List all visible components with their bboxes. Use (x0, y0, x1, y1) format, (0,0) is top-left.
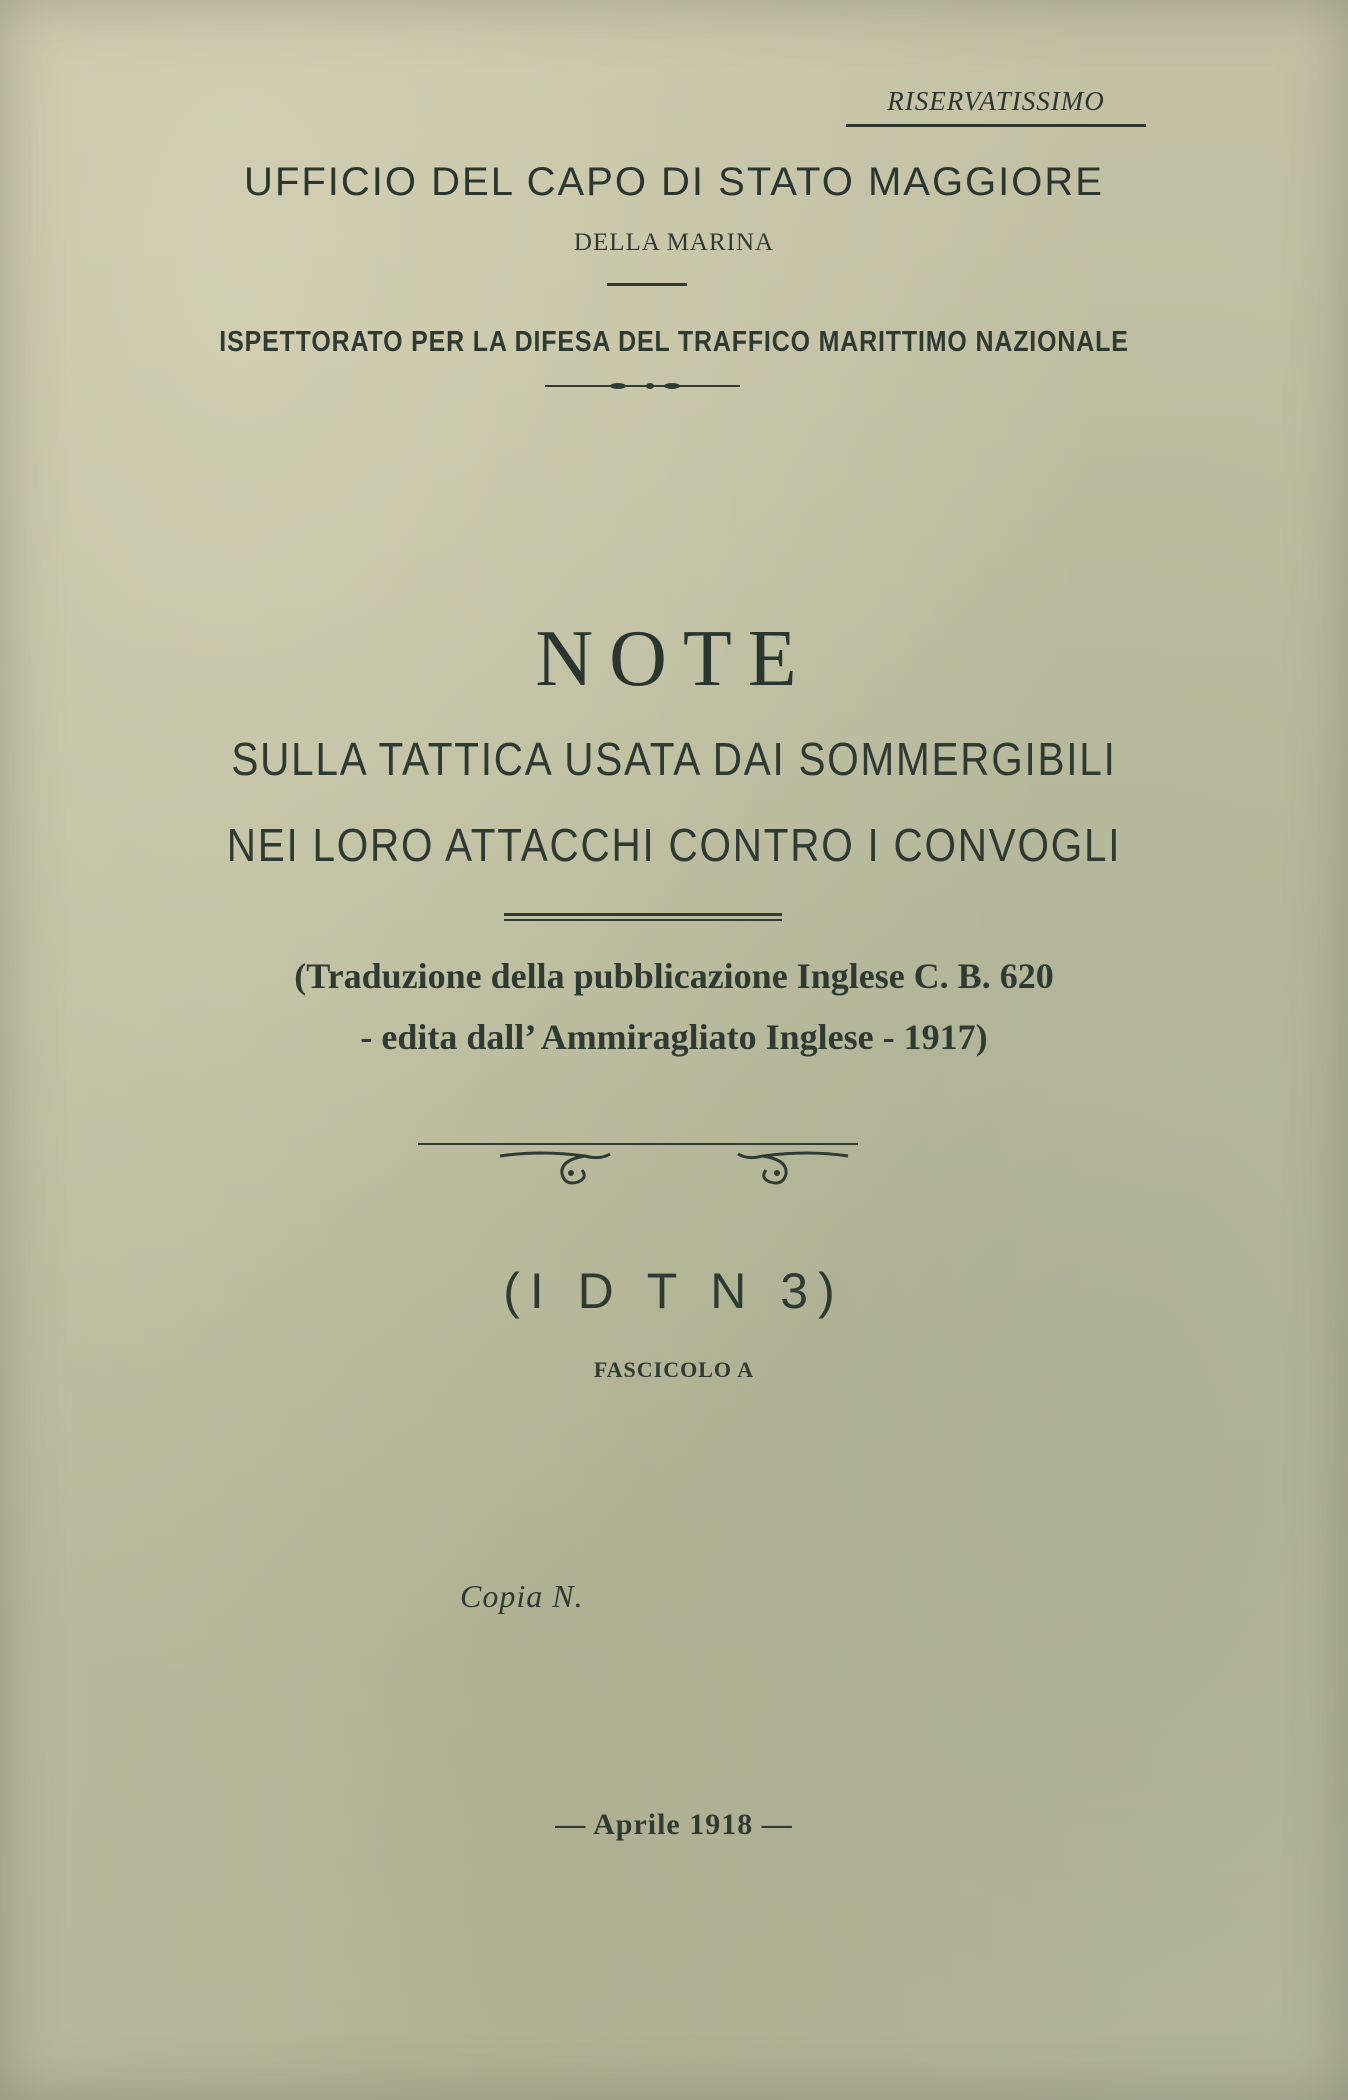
double-rule-top (504, 913, 782, 916)
fascicolo-label: FASCICOLO A (593, 1357, 755, 1382)
publication-date: — Aprile 1918 — (555, 1808, 793, 1841)
inspectorate-heading: ISPETTORATO PER LA DIFESA DEL TRAFFICO MARITTIMO NAZIONALE (219, 326, 1129, 358)
copy-number-label: Copia N. (460, 1578, 584, 1614)
double-rule-bottom (504, 919, 782, 921)
office-title: UFFICIO DEL CAPO DI STATO MAGGIORE (244, 160, 1104, 204)
classification-underline (846, 124, 1146, 127)
ornamental-rule (0, 380, 1348, 392)
translation-note-line-1: (Traduzione della pubblicazione Inglese C. B. 620 (294, 956, 1054, 996)
flourish-ornament (0, 1138, 1348, 1198)
document-subtitle-line-1: SULLA TATTICA USATA DAI SOMMERGIBILI (231, 733, 1117, 785)
document-title: NOTE (535, 615, 813, 703)
classification-label: RISERVATISSIMO (887, 86, 1105, 116)
short-rule (607, 283, 687, 286)
office-subtitle: DELLA MARINA (573, 229, 775, 256)
document-code: (I D T N 3) (503, 1263, 845, 1319)
translation-note-line-2: - edita dall’ Ammiragliato Inglese - 1917) (360, 1017, 988, 1057)
document-subtitle-line-2: NEI LORO ATTACCHI CONTRO I CONVOGLI (226, 819, 1122, 871)
